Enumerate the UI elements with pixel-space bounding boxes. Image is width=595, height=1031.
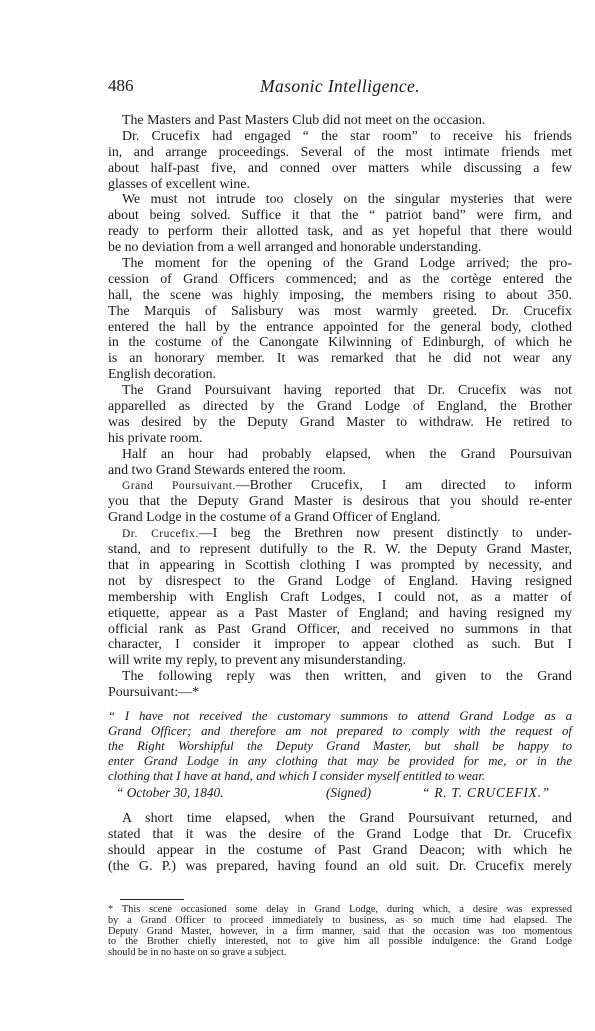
text-line: The Marquis of Salisbury was most warmly greeted. Dr. Crucefix <box>108 303 572 319</box>
text-line: membership with English Craft Lodges, I could not, as a matter of <box>108 589 572 605</box>
text-line: not by disrespect to the Grand Lodge of England. Having resigned <box>108 573 572 589</box>
dialogue-block <box>108 478 572 669</box>
text-line: A short time elapsed, when the Grand Poursuivant returned, and <box>122 811 572 827</box>
text-line: glasses of excellent wine. <box>108 176 250 192</box>
paragraph <box>108 113 572 129</box>
footnote-line: to the Brother chiefly interested, not to give him all possible indulgence: the Grand Lodge <box>108 936 572 948</box>
footnote <box>108 905 572 959</box>
text-line: and two Grand Stewards entered the room. <box>108 462 346 478</box>
footnote-line: Deputy Grand Master, however, in a firm manner, said that the occasion was too momentous <box>108 925 572 937</box>
footnote-line: should be in no haste on so grave a subject. <box>108 947 287 959</box>
text-line: We must not intrude too closely on the singular mysteries that were <box>122 192 572 208</box>
letter-body <box>108 709 572 784</box>
letter-signature-line <box>108 785 572 801</box>
text-line: Half an hour had probably elapsed, when the Grand Poursuivan <box>122 446 572 462</box>
text-line: will write my reply, to prevent any misunderstanding. <box>108 653 407 669</box>
text-line: stand, and to represent dutifully to the R. W. the Deputy Grand Master, <box>108 542 572 558</box>
text-line: Poursuivant:—* <box>108 685 200 701</box>
speech-continuation <box>108 494 572 526</box>
paragraph <box>108 192 572 256</box>
text-line: entered the hall by the entrance appointed for the general body, clothed <box>108 319 572 335</box>
text-line: be no deviation from a well arranged and honorable understanding. <box>108 240 482 256</box>
letter-signature: “ R. T. CRUCEFIX.” <box>422 785 550 801</box>
letter-line: Grand Officer; and therefore am not prepared to comply with the request of <box>108 724 572 739</box>
narrative-paragraphs <box>108 113 572 478</box>
text-line: English decoration. <box>108 367 217 383</box>
main-text <box>108 113 572 959</box>
letter-line: enter Grand Lodge in any clothing that may be provided for me, or in the <box>108 754 572 769</box>
text-line: The following reply was then written, and given to the Grand <box>122 669 572 685</box>
text-line: his private room. <box>108 430 203 446</box>
text-line: The Grand Poursuivant having reported that Dr. Crucefix was not <box>122 383 572 399</box>
page-number: 486 <box>108 76 134 95</box>
page-header <box>108 76 572 98</box>
text-line: about half-past five, and conned over matters while discussing a few <box>108 160 572 176</box>
closing-paragraph <box>108 811 572 875</box>
text-line: cession of Grand Officers commenced; and as the cortège entered the <box>108 271 572 287</box>
text-line: in, and arrange proceedings. Several of the most intimate friends met <box>108 144 572 160</box>
footnote-rule <box>120 899 184 900</box>
speech-first-line: Dr. Crucefix.—I beg the Brethren now present distinctly to under- <box>122 526 573 542</box>
text-line: The Masters and Past Masters Club did not meet on the occasion. <box>122 113 486 128</box>
text-line: (the G. P.) was prepared, having found an old suit. Dr. Crucefix merely <box>108 859 572 875</box>
text-line: stated that it was the desire of the Grand Lodge that Dr. Crucefix <box>108 827 572 843</box>
text-line: about being solved. Suffice it that the “ patriot band” were firm, and <box>108 208 572 224</box>
reply-letter <box>108 709 572 801</box>
paragraph <box>108 383 572 447</box>
letter-line: the Right Worshipful the Deputy Grand Master, but shall be happy to <box>108 739 572 754</box>
paragraph <box>108 447 572 479</box>
text-line: official rank as Past Grand Officer, and received no summons in that <box>108 621 572 637</box>
text-line: was desired by the Deputy Grand Master to withdraw. He retired to <box>108 414 572 430</box>
text-line: apparelled as directed by the Grand Lodge of England, the Brother <box>108 399 572 415</box>
text-line: is an honorary member. It was remarked that he did not wear any <box>108 351 572 367</box>
letter-date: “ October 30, 1840. <box>116 785 224 801</box>
text-line: Dr. Crucefix had engaged “ the star room” to receive his friends <box>122 128 572 144</box>
text-line: Grand Lodge in the costume of a Grand Officer of England. <box>108 510 441 526</box>
footnote-line: * This scene occasioned some delay in Grand Lodge, during which, a desire was expressed <box>108 903 572 915</box>
speech-first-line: Grand Poursuivant.—Brother Crucefix, I am directed to inform <box>122 478 572 494</box>
signed-note: (Signed) <box>326 785 372 801</box>
text-line: character, I consider it improper to appear clothed as such. But I <box>108 637 572 653</box>
text-line: hall, the scene was highly imposing, the members rising to about 350. <box>108 287 572 303</box>
speech-continuation <box>108 542 572 669</box>
speaker-name: Grand Poursuivant. <box>122 480 236 493</box>
letter-line: clothing that I have at hand, and which I consider myself entitled to wear. <box>108 769 486 784</box>
reply-intro <box>108 669 572 701</box>
paragraph <box>108 256 572 383</box>
letter-line: “ I have not received the customary summons to attend Grand Lodge as a <box>108 708 572 723</box>
text-line: etiquette, appear as a Past Master of England; and having resigned my <box>108 605 572 621</box>
paragraph <box>108 129 572 193</box>
speaker-name: Dr. Crucefix. <box>122 528 199 541</box>
text-line: you that the Deputy Grand Master is desirous that you should re-enter <box>108 494 572 510</box>
text-line: that in appearing in Scottish clothing I was prompted by necessity, and <box>108 557 572 573</box>
footnote-line: by a Grand Officer to proceed immediately to business, as so much time had elapsed. The <box>108 914 572 926</box>
running-title: Masonic Intelligence. <box>259 76 420 96</box>
text-line: The moment for the opening of the Grand Lodge arrived; the pro- <box>122 256 572 272</box>
text-line: in the costume of the Canongate Kilwinning of Edinburgh, of which he <box>108 335 572 351</box>
text-line: should appear in the costume of Past Grand Deacon; with which he <box>108 843 572 859</box>
text-line: ready to perform their allotted task, and as yet hopeful that there would <box>108 224 572 240</box>
